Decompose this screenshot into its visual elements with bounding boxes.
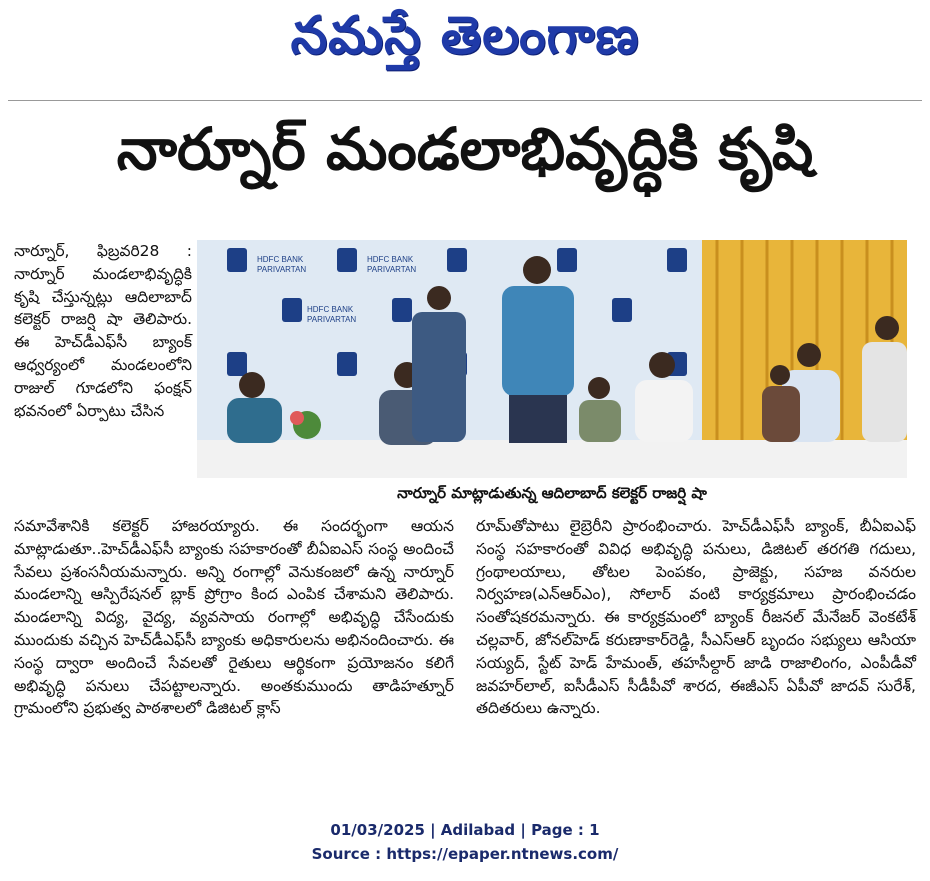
edition-info: 01/03/2025 | Adilabad | Page : 1: [330, 821, 600, 839]
divider: [8, 100, 922, 101]
banner-text-4: PARIVARTAN: [367, 265, 417, 274]
article-column-1: సమావేశానికి కలెక్టర్ హాజరయ్యారు. ఈ సందర్భంగా ఆయన మాట్లాడుతూ..హెచ్‌డీఎఫ్‌సీ బ్యాంకు సహకారంతో బీఏఐఎస్ సంస్థ అందించే సేవలు ప్రశంసనీయమన్నారు. అన్ని రంగాల్లో వెనుకంజలో ఉన్న నార్నూర్ మండలాన్ని ఆస్పిరేషనల్ బ్లాక్ ప్రోగ్రాం కింద ఎంపిక చేశామని తెలిపారు. మండలాన్ని విద్య, వైద్య, వ్యవసాయ రంగాల్లో అభివృద్ధి చేసేందుకు ముందుకు వచ్చిన హెచ్‌డీఎఫ్‌సీ బ్యాంకు అధికారులను అభినందించారు. ఈ సంస్థ ద్వారా అందించే సేవలతో రైతులు ఆర్థికంగా ప్రయోజనం కలిగే అభివృద్ధి పనులు చేపట్టాలన్నారు. అంతకుముందు తాడిహత్నూర్ గ్రామంలోని ప్రభుత్వ పాఠశాలలో డిజిటల్ క్లాస్: [14, 517, 454, 718]
page-footer: [0, 818, 930, 866]
article-lede: నార్నూర్, ఫిబ్రవరి28 : నార్నూర్ మండలాభివృద్ధికి కృషి చేస్తున్నట్లు ఆదిలాబాద్ కలెక్టర్ రాజర్షి షా తెలిపారు. ఈ హెచ్‌డీఎఫ్‌సీ బ్యాంక్ ఆధ్వర్యంలో మండలంలోని రాజుల్ గూడలోని ఫంక్షన్ భవనంలో ఏర్పాటు చేసిన: [14, 242, 192, 420]
newspaper-masthead: [0, 0, 930, 88]
article-headline: నార్నూర్ మండలాభివృద్ధికి కృషి: [116, 115, 814, 183]
article-photo: [197, 240, 907, 478]
event-photo-illustration: [197, 240, 907, 478]
photo-caption: నార్నూర్ మాట్లాడుతున్న ఆదిలాబాద్ కలెక్టర్ రాజర్షి షా: [397, 484, 707, 502]
banner-text-6: PARIVARTAN: [307, 315, 357, 324]
banner-text-2: PARIVARTAN: [257, 265, 307, 274]
masthead-title: నమస్తే తెలంగాణ: [290, 6, 640, 66]
article-column-2: రూమ్‌తోపాటు లైబ్రెరీని ప్రారంభించారు. హెచ్‌డీఎఫ్‌సీ బ్యాంక్, బీఏఐఎఫ్ సంస్థ సహకారంతో వివిధ అభివృద్ధి పనులు, డిజిటల్ తరగతి గదులు, గ్రంథాలయాలు, తోటల పెంపకం, ప్రాజెక్టు, సహజ వనరుల నిర్వహణ(ఎన్‌ఆర్‌ఎం), సోలార్ వంటి కార్యక్రమాలు ప్రారంభించడం సంతోషకరమన్నారు. ఈ కార్యక్రమంలో బ్యాంక్ రీజనల్ మేనేజర్ వెంకటేశ్ చల్లవార్, జోనల్‌హెడ్ కరుణాకార్‌రెడ్డి, సీఎస్‌ఆర్ బృందం సభ్యులు ఆసియా సయ్యద్, స్టేట్ హెడ్ హేమంత్, తహసీల్దార్ జాడి రాజాలింగం, ఎంపీడీవో జవహర్‌లాల్, ఐసీడీఎస్ సీడీపీవో శారద, ఈజీఎస్ ఏపీవో జాదవ్ సురేశ్, తదితరులు ఉన్నారు.: [476, 517, 916, 718]
banner-text: HDFC BANK: [257, 255, 304, 264]
source-link[interactable]: Source : https://epaper.ntnews.com/: [311, 845, 619, 863]
banner-text-3: HDFC BANK: [367, 255, 414, 264]
banner-text-5: HDFC BANK: [307, 305, 354, 314]
